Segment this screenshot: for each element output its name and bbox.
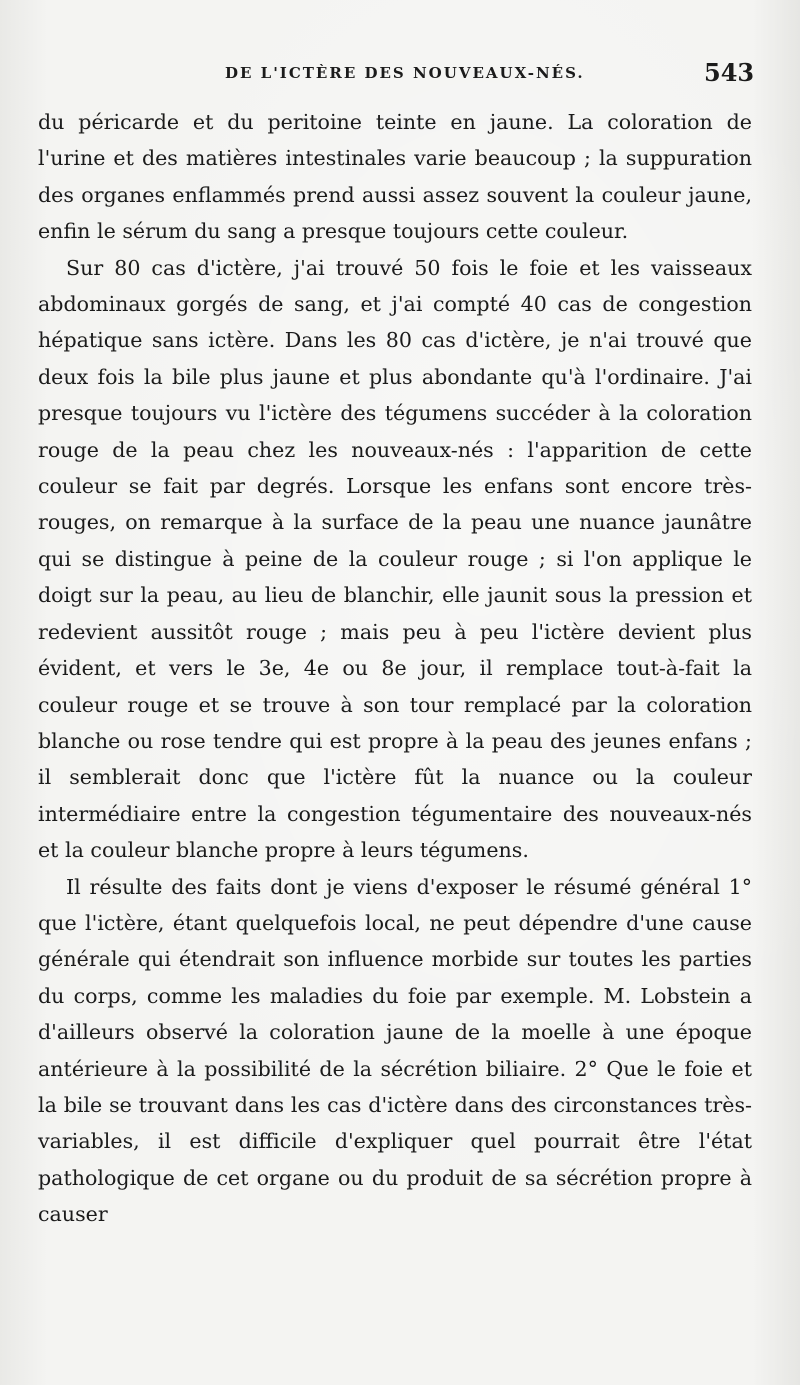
paragraph: Sur 80 cas d'ictère, j'ai trouvé 50 fois le foie et les vaisseaux abdominaux gorgés de sang, et j'ai compté 40 cas de congestion hépatique sans ictère. Dans les 80 cas d'ictère, je n'ai trouvé que deux fois la bile plus jaune et plus abondante qu'à l'ordinaire. J'ai presque toujours vu l'ictère des tégumens succéder à la coloration rouge de la peau chez les nouveaux-nés : l'apparition de cette couleur se fait par degrés. Lorsque les enfans sont encore très-rouges, on remarque à la surface de la peau une nuance jaunâtre qui se distingue à peine de la couleur rouge ; si l'on applique le doigt sur la peau, au lieu de blanchir, elle jaunit sous la pression et redevient aussitôt rouge ; mais peu à peu l'ictère devient plus évident, et vers le 3e, 4e ou 8e jour, il remplace tout-à-fait la couleur rouge et se trouve à son tour remplacé par la coloration blanche ou rose tendre qui est propre à la peau des jeunes enfans ; il semblerait donc que l'ictère fût la nuance ou la couleur intermédiaire entre la congestion tégumentaire des nouveaux-nés et la couleur blanche propre à leurs tégumens. (38, 255, 752, 863)
paragraph: Il résulte des faits dont je viens d'exposer le résumé général 1° que l'ictère, étant quelquefois local, ne peut dépendre d'une cause générale qui étendrait son influence morbide sur toutes les parties du corps, comme les maladies du foie par exemple. M. Lobstein a d'ailleurs observé la coloration jaune de la moelle à une époque antérieure à la possibilité de la sécrétion biliaire. 2° Que le foie et la bile se trouvant dans les cas d'ictère dans des circonstances très-variables, il est difficile d'expliquer quel pourrait être l'état pathologique de cet organe ou du produit de sa sécrétion propre à causer (38, 874, 752, 1227)
paragraph: du péricarde et du peritoine teinte en jaune. La coloration de l'urine et des matières intestinales varie beaucoup ; la suppuration des organes enflammés prend aussi assez souvent la couleur jaune, enfin le sérum du sang a presque toujours cette couleur. (38, 110, 752, 244)
page-number: 543 (704, 58, 755, 87)
running-head: DE L'ICTÈRE DES NOUVEAUX-NÉS. (225, 64, 585, 82)
body-text (38, 104, 752, 1233)
